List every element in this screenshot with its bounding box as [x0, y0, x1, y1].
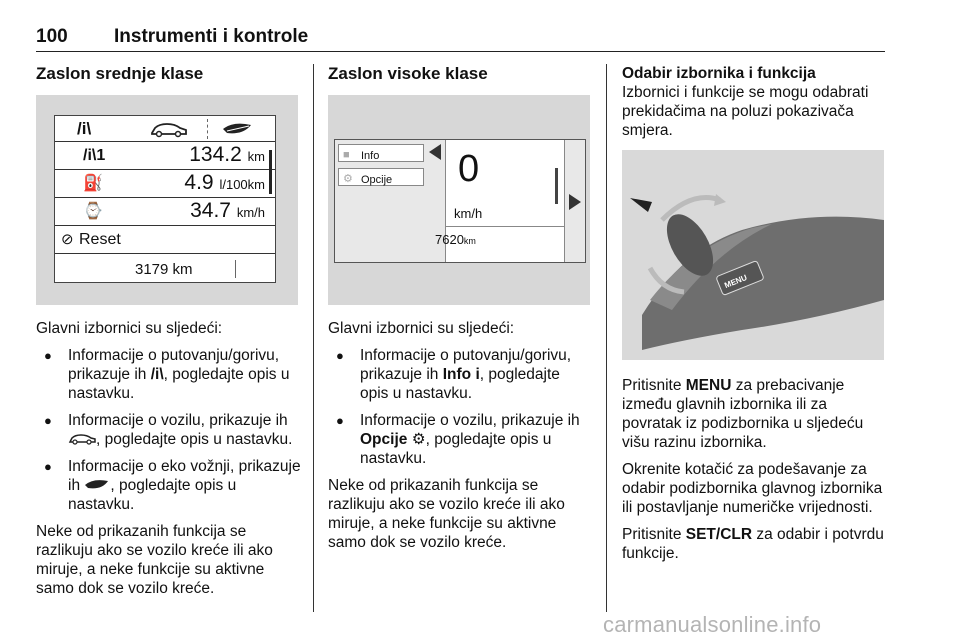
- watermark: carmanualsonline.info: [603, 612, 822, 637]
- indicator-stalk-illustration: [622, 150, 884, 360]
- bullet-text: , pogledajte opis u nastavku.: [68, 477, 237, 513]
- col2-note: Neke od prikazanih funkcija se razlikuju ako se vozilo kreće ili ako miruje, a neke funkcije su aktivne samo dok se vozilo kreće.: [328, 477, 565, 551]
- column-high-display: [328, 64, 590, 560]
- high-display-figure: [328, 95, 590, 305]
- bullet-text: , pogledajte opis u nastavku.: [96, 431, 293, 448]
- tab-divider: [207, 119, 208, 139]
- menu-info-item[interactable]: [338, 144, 424, 162]
- col2-intro: Glavni izbornici su sljedeći:: [328, 320, 515, 337]
- speed-display-unit: km/h: [454, 206, 483, 221]
- stalk-figure: [622, 150, 884, 360]
- column-divider: [606, 64, 607, 612]
- menu-keyword: MENU: [685, 377, 732, 394]
- setclr-keyword: SET/CLR: [685, 526, 753, 543]
- info-icon: i: [475, 366, 480, 383]
- leaf-icon: [84, 478, 110, 491]
- column-divider: [313, 64, 314, 612]
- speed-display: 0: [458, 148, 480, 190]
- speed-unit: km/h: [236, 205, 265, 220]
- distance-readout: [189, 145, 265, 166]
- distance-value: 134.2: [189, 143, 242, 166]
- para-text: za prebacivanje između glavnih izbornika ili za povratak iz podizbornika u sljedeću višu razinu izbornika.: [622, 377, 864, 451]
- bullet-text: , pogledajte opis u nastavku.: [360, 431, 552, 467]
- list-item: [328, 411, 590, 468]
- menu-info-label: Info: [361, 150, 380, 162]
- info-menu-icon: ■: [343, 149, 350, 161]
- odometer-display-value: 7620: [435, 232, 464, 247]
- section-heading-high: Zaslon visoke klase: [328, 64, 488, 83]
- options-menu-icon: ⚙: [343, 173, 353, 185]
- para-text: Pritisnite: [622, 377, 686, 394]
- consumption-unit: l/100km: [219, 177, 265, 192]
- center-divider: [446, 226, 564, 227]
- reset-label: Reset: [79, 231, 121, 248]
- list-item: [328, 346, 590, 403]
- speed-scrollbar[interactable]: [555, 168, 558, 204]
- column-menu-selection: [622, 64, 888, 571]
- fuel-pump-icon: ⛽: [83, 175, 103, 192]
- odometer-value: 3179 km: [135, 261, 193, 278]
- col1-intro: Glavni izbornici su sljedeći:: [36, 320, 223, 337]
- bullet-text: , pogledajte opis u nastavku.: [68, 366, 290, 402]
- col2-bullet-list: [328, 346, 590, 468]
- col1-bullet-list: [36, 346, 302, 514]
- section-subheading: Odabir izbornika i funkcija: [622, 65, 816, 82]
- distance-unit: km: [247, 149, 265, 164]
- speed-row: [55, 198, 275, 226]
- list-item: [36, 411, 302, 449]
- menu-options-label: Opcije: [361, 174, 393, 186]
- consumption-readout: [184, 173, 265, 194]
- page-header: [36, 26, 885, 52]
- col1-note: Neke od prikazanih funkcija se razlikuju ako se vozilo kreće ili ako miruje, a neke funkcije su aktivne samo dok se vozilo kreće.: [36, 523, 273, 597]
- reset-row[interactable]: [55, 226, 275, 254]
- mid-display-figure: [36, 95, 298, 305]
- list-item: [36, 457, 302, 514]
- speed-readout: [190, 201, 265, 222]
- mid-tab-bar: [55, 116, 275, 142]
- trip-fuel-icon: /i\: [150, 366, 164, 383]
- consumption-row: [55, 170, 275, 198]
- para-text: za odabir i potvrdu funkcije.: [622, 526, 884, 562]
- para-text: Pritisnite: [622, 526, 686, 543]
- bullet-text: Informacije o eko vožnji, prikazuje ih: [68, 458, 301, 494]
- trip-row-icon: /i\1: [83, 147, 106, 164]
- mid-display-screen: [54, 115, 276, 283]
- distance-row: [55, 142, 275, 170]
- column-mid-display: [36, 64, 302, 606]
- bullet-text: Informacije o vozilu, prikazuje ih: [360, 412, 580, 429]
- col3-paragraph-menu: [622, 376, 888, 452]
- bullet-text: Informacije o putovanju/gorivu, prikazuje ih: [360, 347, 572, 383]
- bullet-text: , pogledajte opis u nastavku.: [360, 366, 560, 402]
- check-icon: ⊘: [61, 231, 74, 248]
- right-arrow-icon[interactable]: [569, 194, 581, 210]
- odometer-divider: [235, 260, 236, 278]
- leaf-tab-icon: [221, 121, 255, 137]
- info-keyword: Info: [442, 366, 472, 383]
- menu-options-item[interactable]: [338, 168, 424, 186]
- speed-value: 34.7: [190, 199, 231, 222]
- col3-intro: Izbornici i funkcije se mogu odabrati prekidačima na poluzi pokazivača smjera.: [622, 84, 869, 139]
- scrollbar[interactable]: [269, 150, 272, 194]
- high-display-screen: [334, 139, 586, 263]
- car-icon: [68, 432, 96, 445]
- consumption-value: 4.9: [184, 171, 214, 194]
- options-keyword: Opcije: [360, 431, 408, 448]
- list-item: [36, 346, 302, 403]
- bullet-text: Informacije o vozilu, prikazuje ih: [68, 412, 288, 429]
- trip-tab-icon: /i\: [77, 119, 92, 138]
- speedometer-icon: ⌚: [83, 203, 103, 220]
- chapter-title: Instrumenti i kontrole: [114, 26, 309, 47]
- odometer-row: [55, 256, 275, 282]
- bullet-text: Informacije o putovanju/gorivu, prikazuje ih: [68, 347, 280, 383]
- col3-paragraph-setclr: [622, 525, 888, 563]
- odometer-display-unit: km: [463, 236, 476, 246]
- page-number: 100: [36, 26, 68, 47]
- section-heading-mid: Zaslon srednje klase: [36, 64, 204, 83]
- odometer-readout: [435, 230, 476, 251]
- left-arrow-icon[interactable]: [429, 144, 441, 160]
- car-tab-icon: [149, 120, 189, 138]
- menu-button-label: MENU: [723, 272, 749, 291]
- options-icon: ⚙: [411, 431, 426, 448]
- col3-paragraph-wheel: Okrenite kotačić za podešavanje za odabir podizbornika glavnog izbornika ili postavljanje numeričke vrijednosti.: [622, 461, 883, 516]
